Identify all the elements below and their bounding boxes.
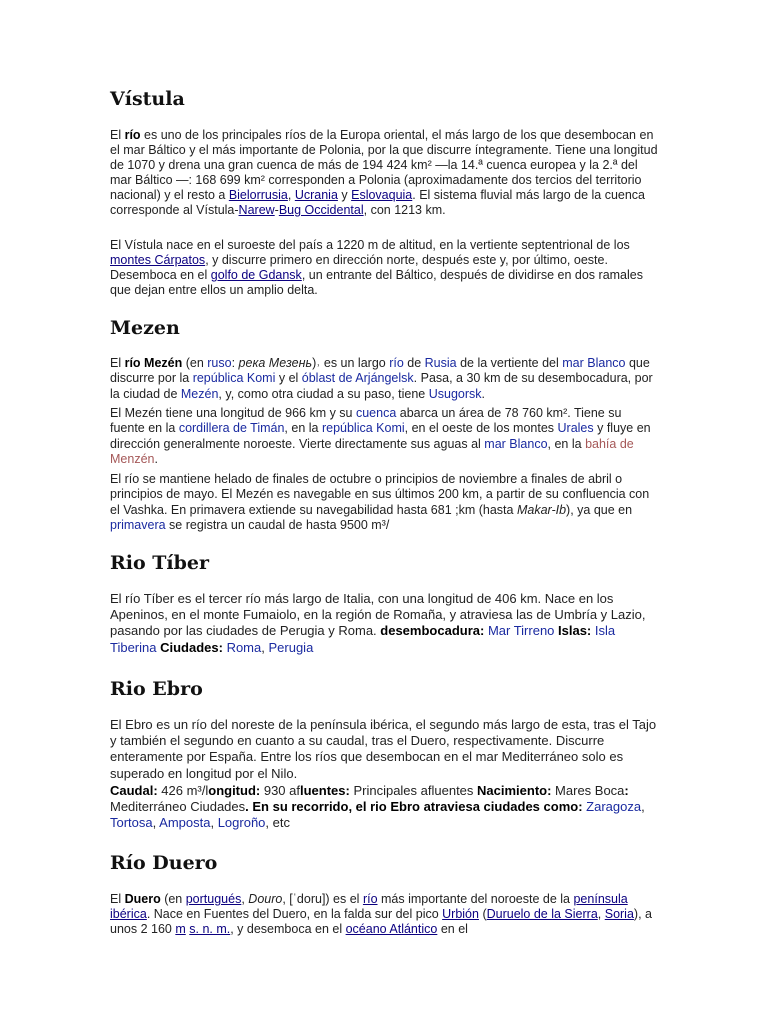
section-title-tiber: Rio Tíber: [110, 552, 210, 574]
paragraph-ebro-1: El Ebro es un río del noreste de la península ibérica, el segundo más largo de esta, tras el Tajo y también el segundo en cuanto a su caudal, tras el Duero, respectivamente. Discurre enteramente por España. Entre los ríos que desembocan en el mar Mediterráneo solo es superado en longitud por el Nilo.: [110, 717, 657, 781]
link-cordillera-timan[interactable]: cordillera de Timán: [178, 421, 285, 436]
link-narew[interactable]: Narew: [238, 203, 275, 217]
link-rusia[interactable]: Rusia: [424, 356, 457, 370]
section-title-mezen: Mezen: [110, 317, 180, 339]
link-republica-komi-2[interactable]: república Komi: [321, 421, 405, 436]
link-urbion[interactable]: Urbión: [442, 907, 479, 921]
link-soria[interactable]: Soria: [604, 907, 634, 921]
link-m[interactable]: m: [175, 922, 186, 936]
link-bahia-menzen[interactable]: bahía de Menzén: [110, 436, 634, 467]
link-peninsula-iberica[interactable]: península ibérica: [110, 892, 628, 921]
link-amposta[interactable]: Amposta: [159, 815, 211, 831]
link-cuenca[interactable]: cuenca: [355, 406, 397, 420]
link-mar-tirreno[interactable]: Mar Tirreno: [484, 623, 555, 639]
link-oblast-arjangelsk[interactable]: óblast de Arjángelsk: [301, 371, 414, 386]
link-tortosa[interactable]: Tortosa: [110, 815, 153, 831]
link-isla-tiberina[interactable]: Isla Tiberina: [110, 623, 616, 655]
link-perugia[interactable]: Perugia: [268, 639, 314, 655]
link-eslovaquia[interactable]: Eslovaquia: [351, 188, 413, 202]
link-urales[interactable]: Urales: [557, 421, 594, 436]
paragraph-ebro-2: Caudal: 426 m³/longitud: 930 afluentes: Principales afluentes Nacimiento: Mares Boca: Mediterráneo Ciudades. En su recorrido, el rio Ebro atraviesa ciudades como: Zaragoza, Tortosa, Amposta, Logroño, etc: [110, 783, 645, 831]
link-ucrania[interactable]: Ucrania: [294, 188, 338, 202]
paragraph-mezen-2: El Mezén tiene una longitud de 966 km y su cuenca abarca un área de 78 760 km². Tiene su fuente en la cordillera de Timán, en la república Komi, en el oeste de los montes Urales y fluye en dirección generalmente noroeste. Vierte directamente sus aguas al mar Blanco, en la bahía de Menzén.: [110, 406, 651, 467]
section-title-duero: Río Duero: [110, 852, 218, 874]
link-bug-occidental[interactable]: Bug Occidental: [278, 203, 364, 217]
section-title-ebro: Rio Ebro: [110, 678, 203, 700]
link-ruso[interactable]: ruso: [207, 356, 232, 370]
link-mar-blanco[interactable]: mar Blanco: [562, 356, 626, 370]
link-bielorrusia[interactable]: Bielorrusia: [228, 188, 288, 202]
link-mezen[interactable]: Mezén: [180, 386, 219, 401]
link-roma[interactable]: Roma: [222, 639, 262, 655]
link-golfo-de-gdansk[interactable]: golfo de Gdansk: [210, 268, 302, 282]
link-oceano-atlantico[interactable]: océano Atlántico: [345, 922, 438, 936]
paragraph-mezen-3: El río se mantiene helado de finales de octubre o principios de noviembre a finales de abril o principios de mayo. El Mezén es navegable en sus últimos 200 km, a partir de su confluencia con el Vashka. En primavera extiende su navegabilidad hasta 681 ;km (hasta Makar-Ib), ya que en primavera se registra un caudal de hasta 9500 m³/: [110, 472, 650, 533]
link-rio[interactable]: río: [389, 356, 404, 370]
paragraph-tiber-1: El río Tíber es el tercer río más largo de Italia, con una longitud de 406 km. Nace en los Apeninos, en el monte Fumaiolo, en la región de Romaña, y atraviesa las de Umbría y Lazio, pasando por las ciudades de Perugia y Roma. desembocadura: Mar Tirreno Islas: Isla Tiberina Ciudades: Roma, Perugia: [110, 591, 646, 655]
link-logrono[interactable]: Logroño: [217, 815, 266, 831]
paragraph-mezen-1: El río Mezén (en ruso: река Мезень)˒ es un largo río de Rusia de la vertiente del mar Blanco que discurre por la república Komi y el óblast de Arjángelsk. Pasa, a 30 km de su desembocadura, por la ciudad de Mezén, y, como otra ciudad a su paso, tiene Usugorsk.: [110, 356, 653, 401]
link-zaragoza[interactable]: Zaragoza: [582, 799, 642, 815]
link-primavera[interactable]: primavera: [110, 518, 166, 533]
paragraph-vistula-1: El río es uno de los principales ríos de la Europa oriental, el más largo de los que desembocan en el mar Báltico y el más importante de Polonia, por la que discurre íntegramente. Tiene una longitud de 1070 y drena una gran cuenca de más de 194 424 km² —la 14.ª cuenca europea y la 2.ª del mar Báltico —: 168 699 km² corresponden a Polonia (aproximadamente dos tercios del territorio nacional) y el resto a Bielorrusia, Ucrania y Eslovaquia. El sistema fluvial más largo de la cuenca corresponde al Vístula-Narew-Bug Occidental, con 1213 km.: [110, 128, 658, 217]
link-snm[interactable]: s. n. m.: [189, 922, 231, 936]
paragraph-vistula-2: El Vístula nace en el suroeste del país a 1220 m de altitud, en la vertiente septentrional de los montes Cárpatos, y discurre primero en dirección norte, después este y, por último, oeste. Desemboca en el golfo de Gdansk, un entrante del Báltico, después de dividirse en dos ramales que dejan entre ellos un amplio delta.: [110, 238, 643, 297]
link-mar-blanco-2[interactable]: mar Blanco: [484, 436, 548, 451]
paragraph-duero-1: El Duero (en portugués, Douro, [ˈdoru]) es el río más importante del noroeste de la península ibérica. Nace en Fuentes del Duero, en la falda sur del pico Urbión (Duruelo de la Sierra, Soria), a unos 2 160 m s. n. m., y desemboca en el océano Atlántico en el: [110, 892, 652, 936]
link-duruelo-de-la-sierra[interactable]: Duruelo de la Sierra: [486, 907, 598, 921]
link-usugorsk[interactable]: Usugorsk: [428, 386, 482, 401]
section-title-vistula: Vístula: [110, 88, 185, 110]
link-republica-komi[interactable]: república Komi: [192, 371, 276, 386]
link-rio-duero[interactable]: río: [362, 892, 378, 906]
link-montes-carpatos[interactable]: montes Cárpatos: [110, 253, 206, 267]
link-portugues[interactable]: portugués: [185, 892, 242, 906]
